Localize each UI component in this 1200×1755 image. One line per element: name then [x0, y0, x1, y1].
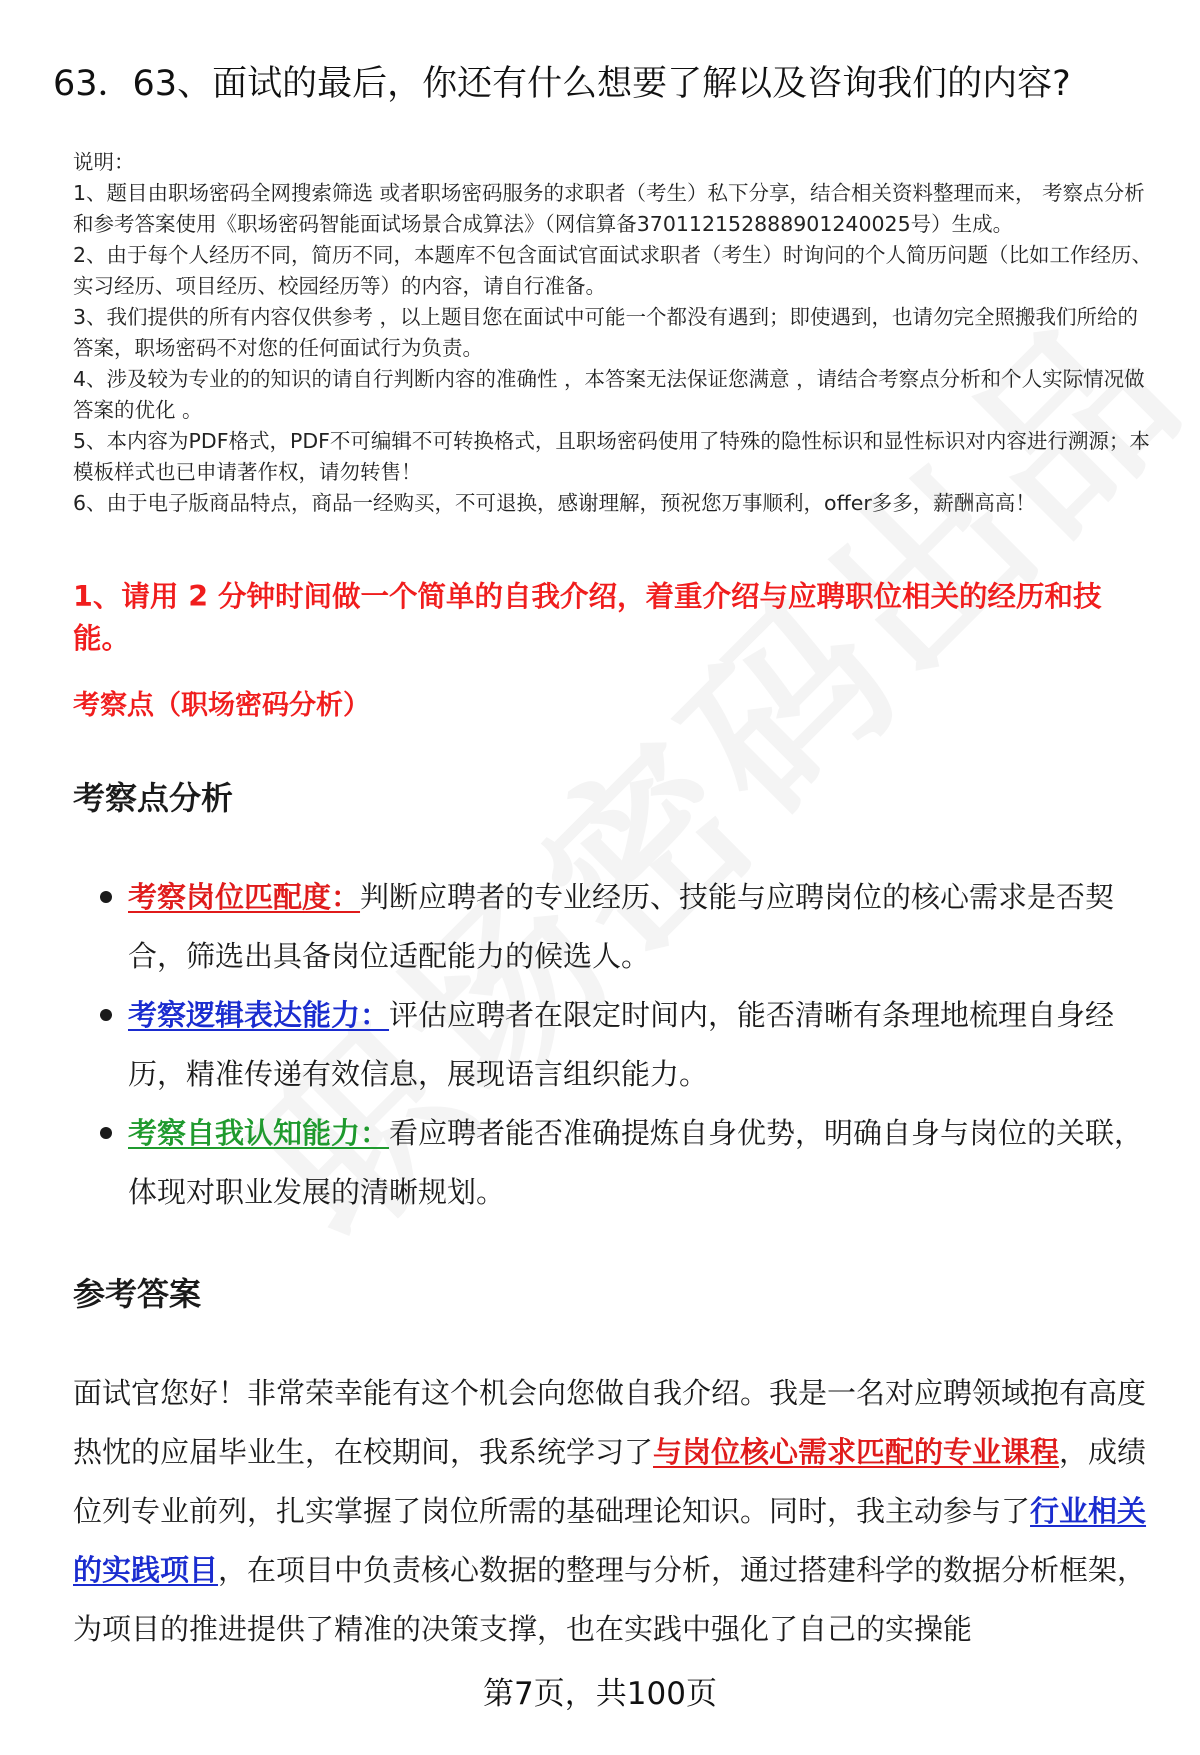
disclaimer-notes [73, 147, 1153, 519]
list-item [100, 986, 1145, 1104]
answer-text: ，成绩位列专业前列，扎实掌握了岗位所需的基础理论知识。同时，我主动参与了 [73, 1435, 1147, 1528]
assessment-point-label: 考察点（职场密码分析） [73, 690, 370, 721]
list-item [100, 868, 1145, 986]
point-text: 评估应聘者在限定时间内，能否清晰有条理地梳理自身经历，精准传递有效信息，展现语言组织能力。 [128, 998, 1115, 1091]
answer-text: ，在项目中负责核心数据的整理与分析，通过搭建科学的数据分析框架，为项目的推进提供了精准的决策支撑，也在实践中强化了自己的实操能 [73, 1553, 1147, 1646]
notes-item: 4、涉及较为专业的的知识的请自行判断内容的准确性 ，本答案无法保证您满意 ，请结合考察点分析和个人实际情况做答案的优化 。 [73, 367, 1145, 422]
page-number: 第7页，共100页 [483, 1676, 717, 1712]
bullet-icon [100, 1127, 112, 1139]
notes-item: 5、本内容为PDF格式，PDF不可编辑不可转换格式，且职场密码使用了特殊的隐性标识和显性标识对内容进行溯源；本模板样式也已申请著作权，请勿转售！ [73, 429, 1150, 484]
point-keyword: 考察岗位匹配度： [128, 880, 361, 914]
list-item [100, 1104, 1145, 1222]
notes-item: 2、由于每个人经历不同，简历不同，本题库不包含面试官面试求职者（考生）时询问的个人简历问题（比如工作经历、实习经历、项目经历、校园经历等）的内容，请自行准备。 [73, 243, 1153, 298]
answer-text: 面试官您好！非常荣幸能有这个机会向您做自我介绍。我是一名对应聘领域抱有高度热忱的应届毕业生，在校期间，我系统学习了 [73, 1376, 1147, 1469]
point-keyword: 考察自我认知能力： [128, 1116, 390, 1150]
notes-item: 3、我们提供的所有内容仅供参考 ，以上题目您在面试中可能一个都没有遇到；即使遇到，也请勿完全照搬我们所给的答案，职场密码不对您的任何面试行为负责。 [73, 305, 1139, 360]
reference-answer [73, 1364, 1148, 1659]
point-text: 判断应聘者的专业经历、技能与应聘岗位的核心需求是否契合，筛选出具备岗位适配能力的候选人。 [128, 880, 1115, 973]
bullet-icon [100, 1009, 112, 1021]
answer-heading: 参考答案 [73, 1275, 202, 1313]
point-text: 看应聘者能否准确提炼自身优势，明确自身与岗位的关联，体现对职业发展的清晰规划。 [128, 1116, 1144, 1209]
notes-heading: 说明： [73, 150, 135, 174]
notes-item: 1、题目由职场密码全网搜索筛选 或者职场密码服务的求职者（考生）私下分享，结合相关资料整理而来， 考察点分析和参考答案使用《职场密码智能面试场景合成算法》（网信算备370112152888901240025号）生成。 [73, 181, 1145, 236]
analysis-list [100, 868, 1145, 1222]
analysis-heading: 考察点分析 [73, 779, 234, 817]
notes-item: 6、由于电子版商品特点，商品一经购买，不可退换，感谢理解，预祝您万事顺利，offer多多，薪酬高高！ [73, 491, 1036, 515]
answer-highlight: 与岗位核心需求匹配的专业课程 [653, 1435, 1060, 1469]
bullet-icon [100, 891, 112, 903]
answer-highlight: 行业相关的实践项目 [73, 1494, 1147, 1587]
point-keyword: 考察逻辑表达能力： [128, 998, 390, 1032]
interview-question: 1、请用 2 分钟时间做一个简单的自我介绍，着重介绍与应聘职位相关的经历和技能。 [73, 580, 1102, 655]
page-title: 63．63、面试的最后，你还有什么想要了解以及咨询我们的内容? [53, 64, 1071, 104]
